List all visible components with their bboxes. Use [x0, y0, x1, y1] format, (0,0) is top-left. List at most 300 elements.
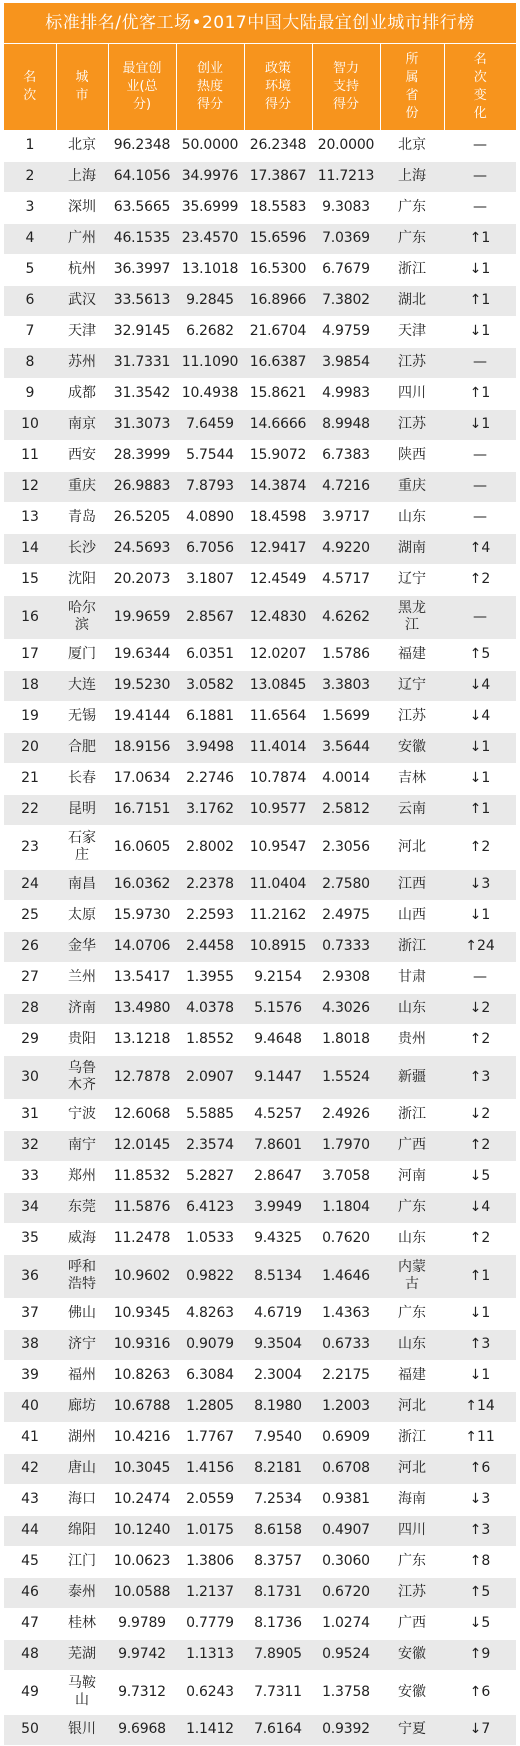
talent-score-cell: 7.0369: [312, 223, 380, 254]
city-cell: 长沙: [56, 533, 108, 564]
province-cell: 河北: [380, 1391, 444, 1422]
policy-score-cell: 12.4549: [244, 564, 312, 595]
table-row: [4, 1391, 516, 1422]
rank-cell: 1: [4, 130, 56, 161]
rank-change-cell: ↑11: [444, 1422, 516, 1453]
table-row: [4, 1484, 516, 1515]
policy-score-cell: 11.6564: [244, 701, 312, 732]
city-cell: 武汉: [56, 285, 108, 316]
policy-score-cell: 14.6666: [244, 409, 312, 440]
city-cell: 无锡: [56, 701, 108, 732]
policy-score-cell: 9.4325: [244, 1223, 312, 1254]
table-row: [4, 1024, 516, 1055]
talent-score-cell: 4.0014: [312, 763, 380, 794]
talent-score-cell: 4.5717: [312, 564, 380, 595]
heat-score-cell: 1.2805: [176, 1391, 244, 1422]
city-cell: 绵阳: [56, 1515, 108, 1546]
heat-score-cell: 2.3574: [176, 1130, 244, 1161]
rank-cell: 10: [4, 409, 56, 440]
rank-cell: 9: [4, 378, 56, 409]
city-cell: 桂林: [56, 1608, 108, 1639]
rank-cell: 30: [4, 1055, 56, 1099]
talent-score-cell: 4.6262: [312, 595, 380, 639]
heat-score-cell: 2.8002: [176, 825, 244, 869]
policy-score-cell: 11.2162: [244, 900, 312, 931]
total-score-cell: 10.1240: [108, 1515, 176, 1546]
table-row: [4, 1422, 516, 1453]
city-cell: 北京: [56, 130, 108, 161]
rank-change-cell: ↑2: [444, 1024, 516, 1055]
city-cell: 海口: [56, 1484, 108, 1515]
city-cell: 廊坊: [56, 1391, 108, 1422]
total-score-cell: 17.0634: [108, 763, 176, 794]
city-cell: 深圳: [56, 192, 108, 223]
city-cell: 长春: [56, 763, 108, 794]
table-row: [4, 962, 516, 993]
rank-cell: 46: [4, 1577, 56, 1608]
rank-change-cell: ↑24: [444, 931, 516, 962]
rank-change-cell: ↑3: [444, 1515, 516, 1546]
rank-change-cell: —: [444, 962, 516, 993]
table-row: [4, 1099, 516, 1130]
heat-score-cell: 0.9079: [176, 1329, 244, 1360]
total-score-cell: 14.0706: [108, 931, 176, 962]
policy-score-cell: 18.4598: [244, 502, 312, 533]
heat-score-cell: 1.7767: [176, 1422, 244, 1453]
rank-cell: 4: [4, 223, 56, 254]
rank-change-cell: ↑1: [444, 223, 516, 254]
rank-change-cell: ↑2: [444, 1223, 516, 1254]
total-score-cell: 11.8532: [108, 1161, 176, 1192]
province-cell: 内蒙 古: [380, 1254, 444, 1298]
talent-score-cell: 1.8018: [312, 1024, 380, 1055]
talent-score-cell: 0.6708: [312, 1453, 380, 1484]
talent-score-cell: 2.9308: [312, 962, 380, 993]
province-cell: 陕西: [380, 440, 444, 471]
province-cell: 广东: [380, 223, 444, 254]
table-row: [4, 595, 516, 639]
city-cell: 西安: [56, 440, 108, 471]
rank-cell: 19: [4, 701, 56, 732]
heat-score-cell: 3.1762: [176, 794, 244, 825]
city-cell: 马鞍 山: [56, 1670, 108, 1714]
heat-score-cell: 2.4458: [176, 931, 244, 962]
table-row: [4, 1608, 516, 1639]
rank-cell: 45: [4, 1546, 56, 1577]
total-score-cell: 10.9316: [108, 1329, 176, 1360]
header-province: 所 属 省 份: [380, 44, 444, 131]
city-cell: 湖州: [56, 1422, 108, 1453]
heat-score-cell: 6.4123: [176, 1192, 244, 1223]
city-cell: 兰州: [56, 962, 108, 993]
city-cell: 银川: [56, 1714, 108, 1745]
total-score-cell: 10.6788: [108, 1391, 176, 1422]
rank-change-cell: ↓2: [444, 993, 516, 1024]
rank-cell: 16: [4, 595, 56, 639]
total-score-cell: 9.7312: [108, 1670, 176, 1714]
header-rank: 名 次: [4, 44, 56, 131]
province-cell: 广东: [380, 1546, 444, 1577]
talent-score-cell: 2.3056: [312, 825, 380, 869]
rank-cell: 21: [4, 763, 56, 794]
heat-score-cell: 5.7544: [176, 440, 244, 471]
province-cell: 吉林: [380, 763, 444, 794]
city-cell: 福州: [56, 1360, 108, 1391]
table-row: [4, 931, 516, 962]
total-score-cell: 33.5613: [108, 285, 176, 316]
table-row: [4, 192, 516, 223]
province-cell: 浙江: [380, 1422, 444, 1453]
table-row: [4, 564, 516, 595]
rank-change-cell: —: [444, 502, 516, 533]
policy-score-cell: 12.0207: [244, 639, 312, 670]
table-row: [4, 440, 516, 471]
talent-score-cell: 6.7383: [312, 440, 380, 471]
total-score-cell: 10.8263: [108, 1360, 176, 1391]
talent-score-cell: 0.9392: [312, 1714, 380, 1745]
city-cell: 重庆: [56, 471, 108, 502]
policy-score-cell: 13.0845: [244, 670, 312, 701]
rank-cell: 39: [4, 1360, 56, 1391]
talent-score-cell: 1.4646: [312, 1254, 380, 1298]
total-score-cell: 46.1535: [108, 223, 176, 254]
heat-score-cell: 3.1807: [176, 564, 244, 595]
talent-score-cell: 11.7213: [312, 161, 380, 192]
table-row: [4, 1515, 516, 1546]
province-cell: 湖北: [380, 285, 444, 316]
heat-score-cell: 6.1881: [176, 701, 244, 732]
heat-score-cell: 7.8793: [176, 471, 244, 502]
total-score-cell: 19.9659: [108, 595, 176, 639]
talent-score-cell: 0.3060: [312, 1546, 380, 1577]
total-score-cell: 9.9742: [108, 1639, 176, 1670]
city-cell: 太原: [56, 900, 108, 931]
rank-change-cell: ↓1: [444, 409, 516, 440]
rank-cell: 15: [4, 564, 56, 595]
heat-score-cell: 13.1018: [176, 254, 244, 285]
rank-cell: 41: [4, 1422, 56, 1453]
total-score-cell: 16.7151: [108, 794, 176, 825]
talent-score-cell: 0.7620: [312, 1223, 380, 1254]
province-cell: 四川: [380, 378, 444, 409]
heat-score-cell: 23.4570: [176, 223, 244, 254]
rank-cell: 18: [4, 670, 56, 701]
policy-score-cell: 2.8647: [244, 1161, 312, 1192]
policy-score-cell: 9.1447: [244, 1055, 312, 1099]
policy-score-cell: 12.9417: [244, 533, 312, 564]
city-cell: 成都: [56, 378, 108, 409]
table-row: [4, 409, 516, 440]
province-cell: 浙江: [380, 254, 444, 285]
heat-score-cell: 34.9976: [176, 161, 244, 192]
rank-change-cell: ↑6: [444, 1453, 516, 1484]
policy-score-cell: 12.4830: [244, 595, 312, 639]
talent-score-cell: 1.7970: [312, 1130, 380, 1161]
heat-score-cell: 1.3955: [176, 962, 244, 993]
rank-cell: 6: [4, 285, 56, 316]
city-cell: 宁波: [56, 1099, 108, 1130]
talent-score-cell: 7.3802: [312, 285, 380, 316]
rank-cell: 26: [4, 931, 56, 962]
province-cell: 浙江: [380, 1099, 444, 1130]
policy-score-cell: 8.1731: [244, 1577, 312, 1608]
city-cell: 东莞: [56, 1192, 108, 1223]
table-row: [4, 1546, 516, 1577]
policy-score-cell: 16.6387: [244, 347, 312, 378]
talent-score-cell: 1.5699: [312, 701, 380, 732]
heat-score-cell: 0.7779: [176, 1608, 244, 1639]
city-cell: 合肥: [56, 732, 108, 763]
province-cell: 安徽: [380, 732, 444, 763]
total-score-cell: 9.6968: [108, 1714, 176, 1745]
heat-score-cell: 2.0559: [176, 1484, 244, 1515]
rank-change-cell: —: [444, 347, 516, 378]
table-row: [4, 869, 516, 900]
total-score-cell: 31.7331: [108, 347, 176, 378]
policy-score-cell: 8.3757: [244, 1546, 312, 1577]
total-score-cell: 19.5230: [108, 670, 176, 701]
heat-score-cell: 4.0378: [176, 993, 244, 1024]
rank-change-cell: ↑1: [444, 378, 516, 409]
rank-change-cell: ↑6: [444, 1670, 516, 1714]
city-cell: 苏州: [56, 347, 108, 378]
province-cell: 江西: [380, 869, 444, 900]
header-talent-score: 智力 支持 得分: [312, 44, 380, 131]
rank-change-cell: ↑8: [444, 1546, 516, 1577]
rank-change-cell: ↑9: [444, 1639, 516, 1670]
rank-change-cell: ↓1: [444, 1298, 516, 1329]
table-row: [4, 1055, 516, 1099]
city-cell: 哈尔 滨: [56, 595, 108, 639]
rank-cell: 20: [4, 732, 56, 763]
table-row: [4, 1254, 516, 1298]
heat-score-cell: 0.6243: [176, 1670, 244, 1714]
policy-score-cell: 4.6719: [244, 1298, 312, 1329]
rank-cell: 33: [4, 1161, 56, 1192]
talent-score-cell: 6.7679: [312, 254, 380, 285]
rank-change-cell: ↑14: [444, 1391, 516, 1422]
city-cell: 威海: [56, 1223, 108, 1254]
table-row: [4, 670, 516, 701]
talent-score-cell: 0.7333: [312, 931, 380, 962]
rank-change-cell: ↓1: [444, 1360, 516, 1391]
total-score-cell: 12.7878: [108, 1055, 176, 1099]
table-row: [4, 130, 516, 161]
policy-score-cell: 9.3504: [244, 1329, 312, 1360]
total-score-cell: 10.0588: [108, 1577, 176, 1608]
city-cell: 昆明: [56, 794, 108, 825]
policy-score-cell: 16.8966: [244, 285, 312, 316]
province-cell: 江苏: [380, 347, 444, 378]
heat-score-cell: 2.0907: [176, 1055, 244, 1099]
total-score-cell: 11.5876: [108, 1192, 176, 1223]
heat-score-cell: 3.9498: [176, 732, 244, 763]
heat-score-cell: 11.1090: [176, 347, 244, 378]
rank-cell: 43: [4, 1484, 56, 1515]
city-cell: 唐山: [56, 1453, 108, 1484]
table-row: [4, 1223, 516, 1254]
talent-score-cell: 1.4363: [312, 1298, 380, 1329]
ranking-table: [4, 43, 516, 1746]
policy-score-cell: 11.0404: [244, 869, 312, 900]
rank-cell: 38: [4, 1329, 56, 1360]
province-cell: 辽宁: [380, 564, 444, 595]
table-row: [4, 1192, 516, 1223]
talent-score-cell: 3.9717: [312, 502, 380, 533]
talent-score-cell: 3.5644: [312, 732, 380, 763]
rank-change-cell: ↓4: [444, 701, 516, 732]
table-row: [4, 900, 516, 931]
rank-cell: 3: [4, 192, 56, 223]
rank-change-cell: ↓1: [444, 900, 516, 931]
header-policy-score: 政策 环境 得分: [244, 44, 312, 131]
total-score-cell: 15.9730: [108, 900, 176, 931]
policy-score-cell: 26.2348: [244, 130, 312, 161]
province-cell: 山东: [380, 1329, 444, 1360]
talent-score-cell: 0.6733: [312, 1329, 380, 1360]
rank-change-cell: —: [444, 130, 516, 161]
province-cell: 上海: [380, 161, 444, 192]
rank-change-cell: ↑1: [444, 1254, 516, 1298]
rank-change-cell: ↓4: [444, 1192, 516, 1223]
heat-score-cell: 10.4938: [176, 378, 244, 409]
city-cell: 南京: [56, 409, 108, 440]
header-city: 城 市: [56, 44, 108, 131]
talent-score-cell: 2.7580: [312, 869, 380, 900]
rank-change-cell: ↑5: [444, 1577, 516, 1608]
total-score-cell: 13.5417: [108, 962, 176, 993]
policy-score-cell: 14.3874: [244, 471, 312, 502]
policy-score-cell: 3.9949: [244, 1192, 312, 1223]
table-row: [4, 471, 516, 502]
talent-score-cell: 0.6909: [312, 1422, 380, 1453]
total-score-cell: 10.9345: [108, 1298, 176, 1329]
talent-score-cell: 4.9220: [312, 533, 380, 564]
table-row: [4, 1360, 516, 1391]
table-row: [4, 223, 516, 254]
heat-score-cell: 50.0000: [176, 130, 244, 161]
heat-score-cell: 35.6999: [176, 192, 244, 223]
policy-score-cell: 17.3867: [244, 161, 312, 192]
province-cell: 江苏: [380, 1577, 444, 1608]
province-cell: 福建: [380, 639, 444, 670]
rank-cell: 13: [4, 502, 56, 533]
province-cell: 山西: [380, 900, 444, 931]
rank-cell: 31: [4, 1099, 56, 1130]
rank-change-cell: ↓1: [444, 732, 516, 763]
talent-score-cell: 1.1804: [312, 1192, 380, 1223]
talent-score-cell: 2.4926: [312, 1099, 380, 1130]
city-cell: 泰州: [56, 1577, 108, 1608]
talent-score-cell: 0.4907: [312, 1515, 380, 1546]
policy-score-cell: 7.7311: [244, 1670, 312, 1714]
heat-score-cell: 6.0351: [176, 639, 244, 670]
rank-cell: 44: [4, 1515, 56, 1546]
rank-change-cell: ↑2: [444, 1130, 516, 1161]
rank-cell: 23: [4, 825, 56, 869]
rank-cell: 42: [4, 1453, 56, 1484]
total-score-cell: 10.2474: [108, 1484, 176, 1515]
total-score-cell: 26.9883: [108, 471, 176, 502]
province-cell: 安徽: [380, 1670, 444, 1714]
province-cell: 辽宁: [380, 670, 444, 701]
heat-score-cell: 6.7056: [176, 533, 244, 564]
total-score-cell: 32.9145: [108, 316, 176, 347]
province-cell: 广西: [380, 1608, 444, 1639]
table-row: [4, 1714, 516, 1745]
talent-score-cell: 1.0274: [312, 1608, 380, 1639]
rank-cell: 27: [4, 962, 56, 993]
talent-score-cell: 8.9948: [312, 409, 380, 440]
province-cell: 广东: [380, 192, 444, 223]
rank-cell: 28: [4, 993, 56, 1024]
heat-score-cell: 2.2746: [176, 763, 244, 794]
city-cell: 天津: [56, 316, 108, 347]
total-score-cell: 36.3997: [108, 254, 176, 285]
rank-cell: 36: [4, 1254, 56, 1298]
rank-change-cell: —: [444, 161, 516, 192]
province-cell: 北京: [380, 130, 444, 161]
province-cell: 云南: [380, 794, 444, 825]
heat-score-cell: 1.0175: [176, 1515, 244, 1546]
province-cell: 湖南: [380, 533, 444, 564]
rank-cell: 8: [4, 347, 56, 378]
total-score-cell: 64.1056: [108, 161, 176, 192]
rank-change-cell: —: [444, 471, 516, 502]
province-cell: 河南: [380, 1161, 444, 1192]
city-cell: 南宁: [56, 1130, 108, 1161]
heat-score-cell: 2.8567: [176, 595, 244, 639]
province-cell: 山东: [380, 1223, 444, 1254]
city-cell: 杭州: [56, 254, 108, 285]
heat-score-cell: 0.9822: [176, 1254, 244, 1298]
rank-cell: 24: [4, 869, 56, 900]
city-cell: 乌鲁 木齐: [56, 1055, 108, 1099]
total-score-cell: 24.5693: [108, 533, 176, 564]
talent-score-cell: 4.3026: [312, 993, 380, 1024]
heat-score-cell: 5.2827: [176, 1161, 244, 1192]
rank-cell: 47: [4, 1608, 56, 1639]
table-header-row: [4, 44, 516, 131]
total-score-cell: 16.0605: [108, 825, 176, 869]
province-cell: 海南: [380, 1484, 444, 1515]
policy-score-cell: 7.8905: [244, 1639, 312, 1670]
rank-change-cell: ↑2: [444, 564, 516, 595]
rank-change-cell: ↓5: [444, 1608, 516, 1639]
rank-change-cell: ↓7: [444, 1714, 516, 1745]
city-cell: 上海: [56, 161, 108, 192]
table-row: [4, 347, 516, 378]
city-cell: 芜湖: [56, 1639, 108, 1670]
rank-cell: 37: [4, 1298, 56, 1329]
rank-cell: 35: [4, 1223, 56, 1254]
city-cell: 广州: [56, 223, 108, 254]
heat-score-cell: 4.8263: [176, 1298, 244, 1329]
province-cell: 贵州: [380, 1024, 444, 1055]
city-cell: 大连: [56, 670, 108, 701]
rank-change-cell: ↑5: [444, 639, 516, 670]
rank-cell: 25: [4, 900, 56, 931]
policy-score-cell: 8.2181: [244, 1453, 312, 1484]
policy-score-cell: 15.9072: [244, 440, 312, 471]
table-row: [4, 1670, 516, 1714]
heat-score-cell: 1.8552: [176, 1024, 244, 1055]
talent-score-cell: 1.5524: [312, 1055, 380, 1099]
policy-score-cell: 8.6158: [244, 1515, 312, 1546]
city-cell: 青岛: [56, 502, 108, 533]
total-score-cell: 96.2348: [108, 130, 176, 161]
province-cell: 山东: [380, 993, 444, 1024]
